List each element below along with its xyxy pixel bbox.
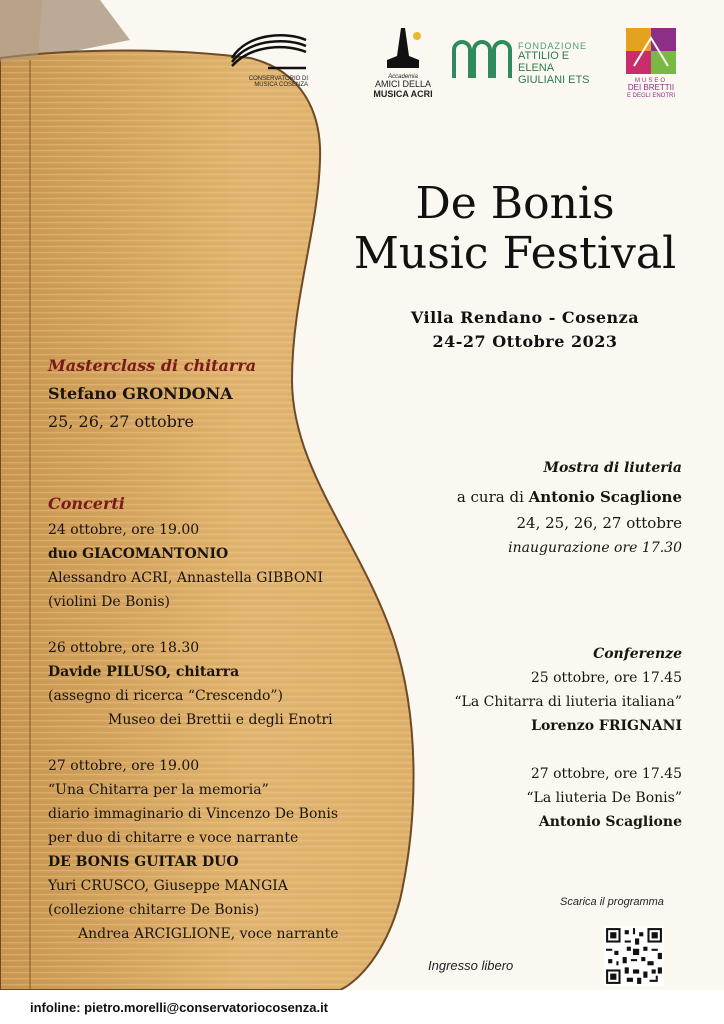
concert2-line3: (assegno di ricerca “Crescendo”) xyxy=(48,688,284,704)
concert3-line4: per duo di chitarre e voce narrante xyxy=(48,830,299,846)
concert1-when: 24 ottobre, ore 19.00 xyxy=(48,522,200,538)
talk2-speaker: Antonio Scaglione xyxy=(538,814,682,830)
fondazione-line1: FONDAZIONE xyxy=(518,41,588,51)
mostra-heading: Mostra di liuteria xyxy=(543,460,682,476)
concert2-when: 26 ottobre, ore 18.30 xyxy=(48,640,200,656)
concert3-who: DE BONIS GUITAR DUO xyxy=(48,854,239,870)
museo-logo-mark xyxy=(626,28,676,74)
festival-title-line2: Music Festival xyxy=(353,228,677,279)
conservatorio-logo xyxy=(228,28,310,98)
concert3-line3: diario immaginario di Vincenzo De Bonis xyxy=(48,806,339,822)
mostra-opening: inaugurazione ore 17.30 xyxy=(508,540,682,556)
footer-infoline[interactable]: infoline: pietro.morelli@conservatoriocosenza.it xyxy=(30,1000,329,1015)
talk1-speaker: Lorenzo FRIGNANI xyxy=(531,718,682,734)
masterclass-teacher: Stefano GRONDONA xyxy=(48,384,233,403)
amici-line3: MUSICA ACRI xyxy=(373,88,433,99)
fondazione-line2: ATTILIO E ELENA xyxy=(518,50,570,74)
conferenze-heading: Conferenze xyxy=(593,646,682,662)
masterclass-heading: Masterclass di chitarra xyxy=(48,356,257,375)
concert1-line4: (violini De Bonis) xyxy=(48,594,170,610)
dates-line: 24-27 Ottobre 2023 xyxy=(432,332,618,351)
amici-logo xyxy=(368,26,438,102)
concert3-line8: Andrea ARCIGLIONE, voce narrante xyxy=(78,926,339,942)
talk2-title: “La liuteria De Bonis” xyxy=(526,790,682,806)
concert3-line7: (collezione chitarre De Bonis) xyxy=(48,902,260,918)
conservatorio-logo-text: CONSERVATORIO DI MUSICA COSENZA xyxy=(248,76,308,89)
concert1-line3: Alessandro ACRI, Annastella GIBBONI xyxy=(48,570,324,586)
amici-logo-mark xyxy=(383,26,423,70)
concert2-who: Davide PILUSO, chitarra xyxy=(48,664,240,680)
conservatorio-logo-mark xyxy=(228,28,310,72)
museo-line3: E DEGLI ENOTRI xyxy=(626,92,675,99)
fondazione-line3: GIULIANI ETS xyxy=(518,73,590,86)
concerti-heading: Concerti xyxy=(48,494,125,513)
amici-line2: AMICI DELLA xyxy=(374,79,432,90)
concert2-line4: Museo dei Brettii e degli Enotri xyxy=(108,712,333,728)
venue-line: Villa Rendano - Cosenza xyxy=(410,308,640,327)
festival-title-line1: De Bonis xyxy=(415,178,615,229)
masterclass-dates: 25, 26, 27 ottobre xyxy=(48,412,194,431)
concert3-line6: Yuri CRUSCO, Giuseppe MANGIA xyxy=(48,878,288,894)
talk1-when: 25 ottobre, ore 17.45 xyxy=(530,670,682,686)
fondazione-logo xyxy=(452,40,602,84)
download-program-label: Scarica il programma xyxy=(560,896,664,908)
qr-code[interactable] xyxy=(604,926,664,986)
talk1-title: “La Chitarra di liuteria italiana” xyxy=(454,694,682,710)
museo-line1: MUSEO xyxy=(634,78,667,84)
mostra-curator xyxy=(457,488,682,506)
mostra-curator-name: Antonio Scaglione xyxy=(528,488,682,506)
concert3-line2: “Una Chitarra per la memoria” xyxy=(48,782,269,798)
museo-line2: DEI BRETTII xyxy=(627,83,675,93)
entry-free-label: Ingresso libero xyxy=(428,958,514,973)
concert1-who: duo GIACOMANTONIO xyxy=(48,546,229,562)
mostra-curator-prefix: a cura di xyxy=(456,488,524,506)
fondazione-logo-mark xyxy=(452,40,512,80)
amici-line1: Accademia xyxy=(388,74,418,80)
mostra-dates: 24, 25, 26, 27 ottobre xyxy=(516,514,682,532)
concert3-when: 27 ottobre, ore 19.00 xyxy=(48,758,200,774)
talk2-when: 27 ottobre, ore 17.45 xyxy=(530,766,682,782)
museo-logo xyxy=(622,28,680,104)
